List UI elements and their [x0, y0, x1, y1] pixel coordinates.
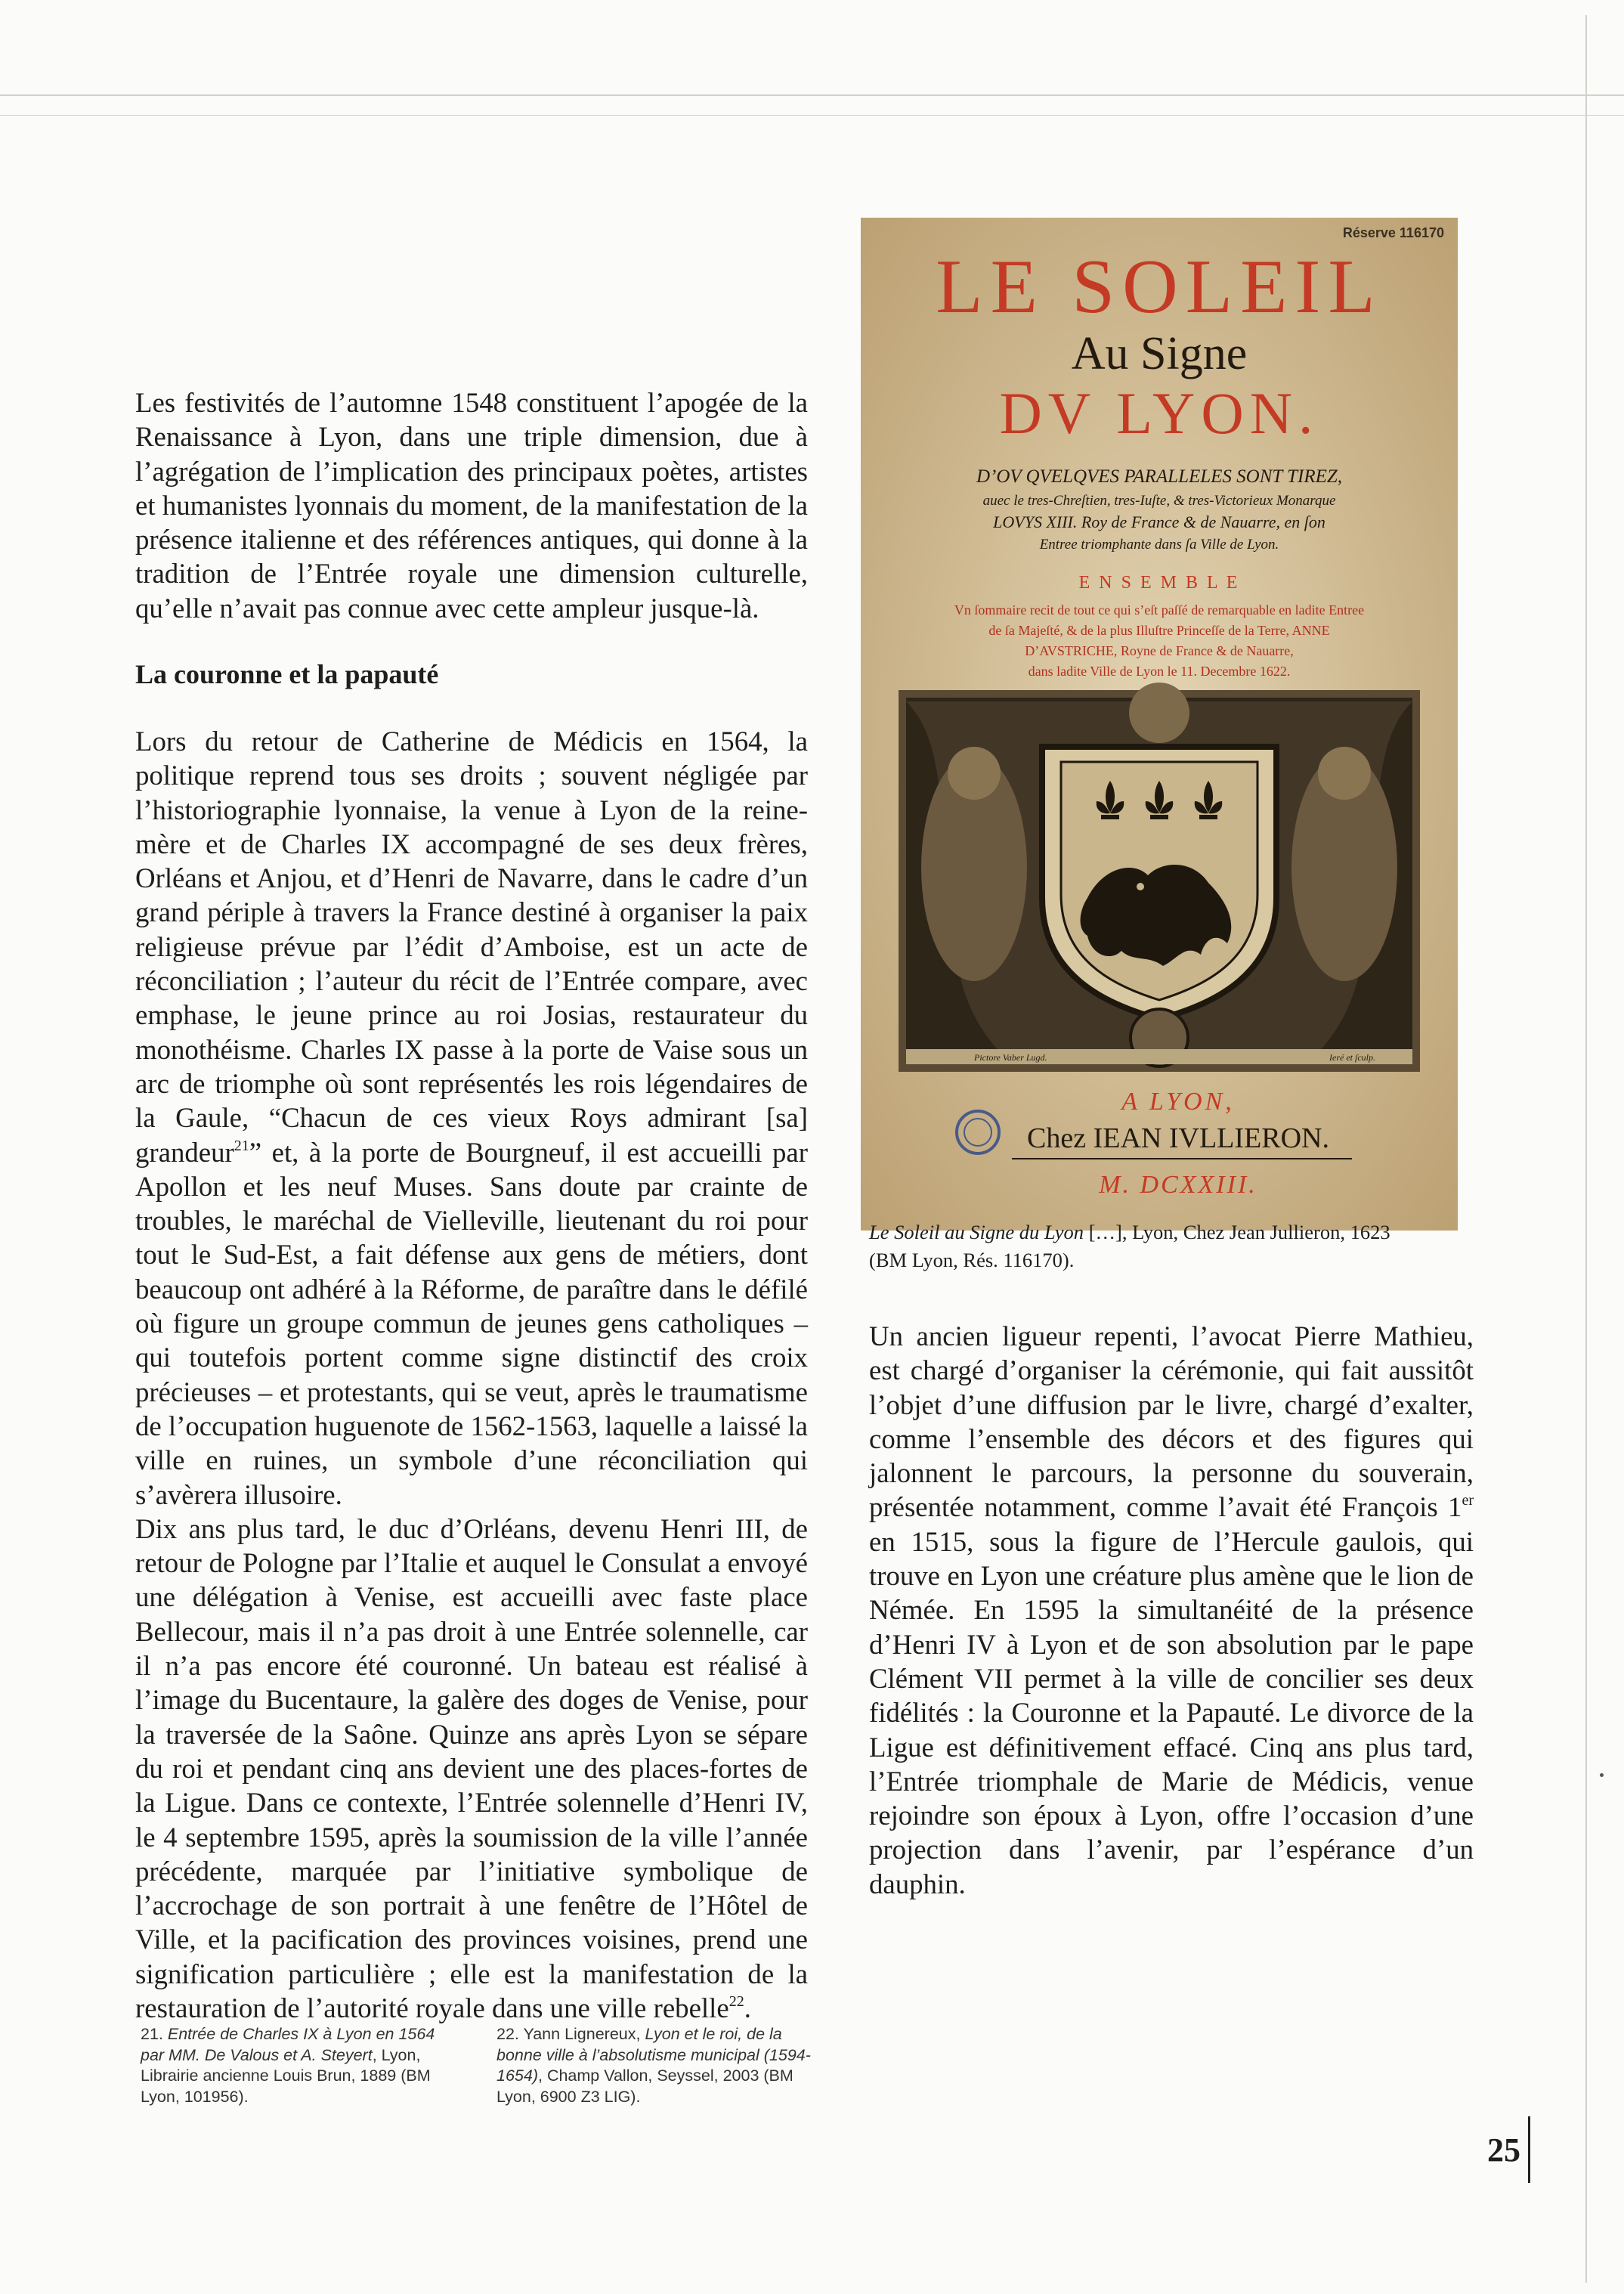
footnote-21-title: Entrée de Charles IX à Lyon en 1564 par MM. De Valous et A. Steyert: [141, 2025, 435, 2064]
plate-ensemble-line-1: Vn ſommaire recit de tout ce qui s’eſt paſſé de remarquable en ladite Entree: [954, 602, 1365, 618]
section-heading: La couronne et la papauté: [135, 659, 439, 689]
scan-line-right: [1585, 15, 1587, 2283]
footnote-22-number: 22.: [496, 2025, 524, 2043]
plate-ensemble-line-3: D’AVSTRICHE, Royne de France & de Nauarre,: [1025, 643, 1294, 658]
plate-title-line-2: Au Signe: [1071, 328, 1248, 379]
paragraph-3: [135, 1512, 808, 2025]
footnote-22-author: Yann Lignereux,: [523, 2025, 645, 2043]
caption-rest-1: […], Lyon, Chez Jean Jullieron, 1623: [1084, 1221, 1390, 1243]
plate-subtitle-4: Entree triomphante dans ſa Ville de Lyon.: [1039, 537, 1279, 553]
engraving-coat-of-arms: [899, 683, 1420, 1072]
footnote-21: [141, 2024, 443, 2107]
plate-ensemble-line-4: dans ladite Ville de Lyon le 11. Decembre 1622.: [1028, 664, 1291, 679]
figure-caption: [869, 1218, 1474, 1274]
paragraph-4-part-a: Un ancien ligueur repenti, l’avocat Pierre Mathieu, est chargé d’organiser la cérémonie, qui fait aussitôt l’objet d’une diffusion par le livre, chargé d’exalter, comme l’ensemble des décors et des figures qui jalonnent le parcours, la personne du souverain, présentée notamment, comme l’avait été François 1: [869, 1320, 1474, 1523]
title-page-illustration: [861, 218, 1458, 1231]
engraver-left: Pictore Vaber Lugd.: [974, 1052, 1047, 1063]
paragraph-3-text: Dix ans plus tard, le duc d’Orléans, devenu Henri III, de retour de Pologne par l’Italie et auquel le Consulat a envoyé une délégation à Venise, est accueilli avec faste place Bellecour, mais il n’a pas droit à une Entrée solennelle, car il n’a pas encore été couronné. Un bateau est réalisé à l’image du Bucentaure, la galère des doges de Venise, pour la traversée de la Saône. Quinze ans après Lyon se sépare du roi et pendant cinq ans devient une des places-fortes de la Ligue. Dans ce contexte, l’Entrée solennelle d’Henri IV, le 4 septembre 1595, après la soumission de la ville l’année précédente, marquée par l’initiative symbolique de l’accrochage de son portrait à une fenêtre de l’Hôtel de Ville, et la pacification des provinces voisines, prend une signification particulière ; elle est la manifestation de la restauration de l’autorité royale dans une ville rebelle: [135, 1512, 808, 2023]
superscript-er: er: [1462, 1492, 1474, 1509]
scan-line-top: [0, 94, 1624, 96]
right-column-body: [869, 1319, 1474, 1901]
paragraph-3-end: .: [744, 1992, 751, 2023]
footnote-ref-21[interactable]: 21: [234, 1137, 249, 1154]
page-number: 25: [1487, 2131, 1520, 2169]
page-number-rule: [1528, 2116, 1530, 2183]
footnote-21-rest: , Lyon, Librairie ancienne Louis Brun, 1889 (BM Lyon, 101956).: [141, 2045, 431, 2106]
plate-ensemble-line-2: de ſa Majeſté, & de la plus Illuſtre Princeſſe de la Terre, ANNE: [988, 623, 1330, 638]
plate-title-line-1: LE SOLEIL: [936, 244, 1383, 330]
plate-ensemble: E N S E M B L E: [1078, 573, 1240, 593]
plate-subtitle-2: auec le tres-Chreſtien, tres-Iuſte, & tres-Victorieux Monarque: [982, 493, 1336, 509]
paragraph-4: [869, 1319, 1474, 1901]
paragraph-2: [135, 724, 808, 1512]
plate-subtitle-1: D’OV QVELQVES PARALLELES SONT TIREZ,: [976, 466, 1343, 487]
paragraph-2-part-a: Lors du retour de Catherine de Médicis en 1564, la politique reprend tous ses droits ; souvent négligée par l’historiographie lyonnaise, la venue à Lyon de la reine-mère et de Charles IX accompagné de ses deux frères, Orléans et Anjou, et d’Henri de Navarre, dans le cadre d’un grand périple à travers la France destiné à organiser la paix religieuse prévue par l’édit d’Amboise, est un acte de réconciliation ; l’auteur du récit de l’Entrée compare, avec emphase, le jeune prince au roi Josias, restaurateur du monothéisme. Charles IX passe à la porte de Vaise sous un arc de triomphe où sont représentés les rois légendaires de la Gaule, “Chacun de ces vieux Roys admirant [sa] grandeur: [135, 726, 808, 1168]
scan-line-top-2: [0, 115, 1624, 116]
footnote-22: [496, 2024, 821, 2107]
left-column-body: [135, 724, 808, 2025]
footnote-ref-22[interactable]: 22: [728, 1992, 744, 2010]
plate-imprint-1: A LYON,: [1121, 1088, 1235, 1116]
footnote-22-rest: , Champ Vallon, Seyssel, 2003 (BM Lyon, 6900 Z3 LIG).: [496, 2066, 793, 2106]
paragraph-1: Les festivités de l’automne 1548 constituent l’apogée de la Renaissance à Lyon, dans une triple dimension, due à l’agrégation de l’implication des principaux poètes, artistes et humanistes lyonnais du moment, de la manifestation de la présence italienne et des références antiques, qui donne à la tradition de l’Entrée royale une dimension culturelle, qu’elle n’avait pas connue avec cette ampleur jusque-là.: [135, 387, 808, 624]
paragraph-4-part-b: en 1515, sous la figure de l’Hercule gaulois, qui trouve en Lyon une créature plus amène que le lion de Némée. En 1595 la simultanéité de la présence d’Henri IV à Lyon et de son absolution par le pape Clément VII permet à la ville de concilier ses deux fidélités : la Couronne et la Papauté. Le divorce de la Ligue est définitivement effacé. Cinq ans plus tard, l’Entrée triomphale de Marie de Médicis, venue rejoindre son époux à Lyon, offre l’occasion d’une projection dans l’avenir, par l’espérance d’un dauphin.: [869, 1525, 1474, 1899]
footnote-21-number: 21.: [141, 2025, 168, 2043]
stray-dot: [1600, 1773, 1604, 1777]
plate-imprint-2: Chez IEAN IVLLIERON.: [1027, 1122, 1329, 1154]
caption-title: Le Soleil au Signe du Lyon: [869, 1221, 1084, 1243]
paragraph-2-part-b: ” et, à la porte de Bourgneuf, il est accueilli par Apollon et les neuf Muses. Sans doute par crainte de troubles, le maréchal de Vielleville, lieutenant du roi pour tout le Sud-Est, a fait défense aux gens de métiers, dont beaucoup ont adhéré à la Réforme, de paraître dans le défilé où figure un groupe commun de jeunes gens catholiques – qui toutefois portent comme signe distinctif des croix précieuses – et protestants, qui se veut, après le traumatisme de l’occupation huguenote de 1562-1563, laquelle a laissé la ville en ruines, un symbole d’une réconciliation qui s’avèrera illusoire.: [135, 1136, 808, 1510]
footnote-22-title: Lyon et le roi, de la bonne ville à l’absolutisme municipal (1594-1654): [496, 2025, 811, 2085]
plate-shelfmark: Réserve 116170: [1342, 225, 1444, 240]
plate-title-line-3: DV LYON.: [999, 380, 1319, 446]
plate-subtitle-3: LOVYS XIII. Roy de France & de Nauarre, en ſon: [993, 512, 1325, 531]
plate-imprint-3: M. DCXXIII.: [1099, 1171, 1257, 1199]
caption-line-1: [869, 1218, 1474, 1246]
paragraph-intro: [135, 385, 808, 625]
caption-rest-2: (BM Lyon, Rés. 116170).: [869, 1249, 1075, 1271]
engraver-right: Ieré et ſculp.: [1329, 1052, 1375, 1063]
